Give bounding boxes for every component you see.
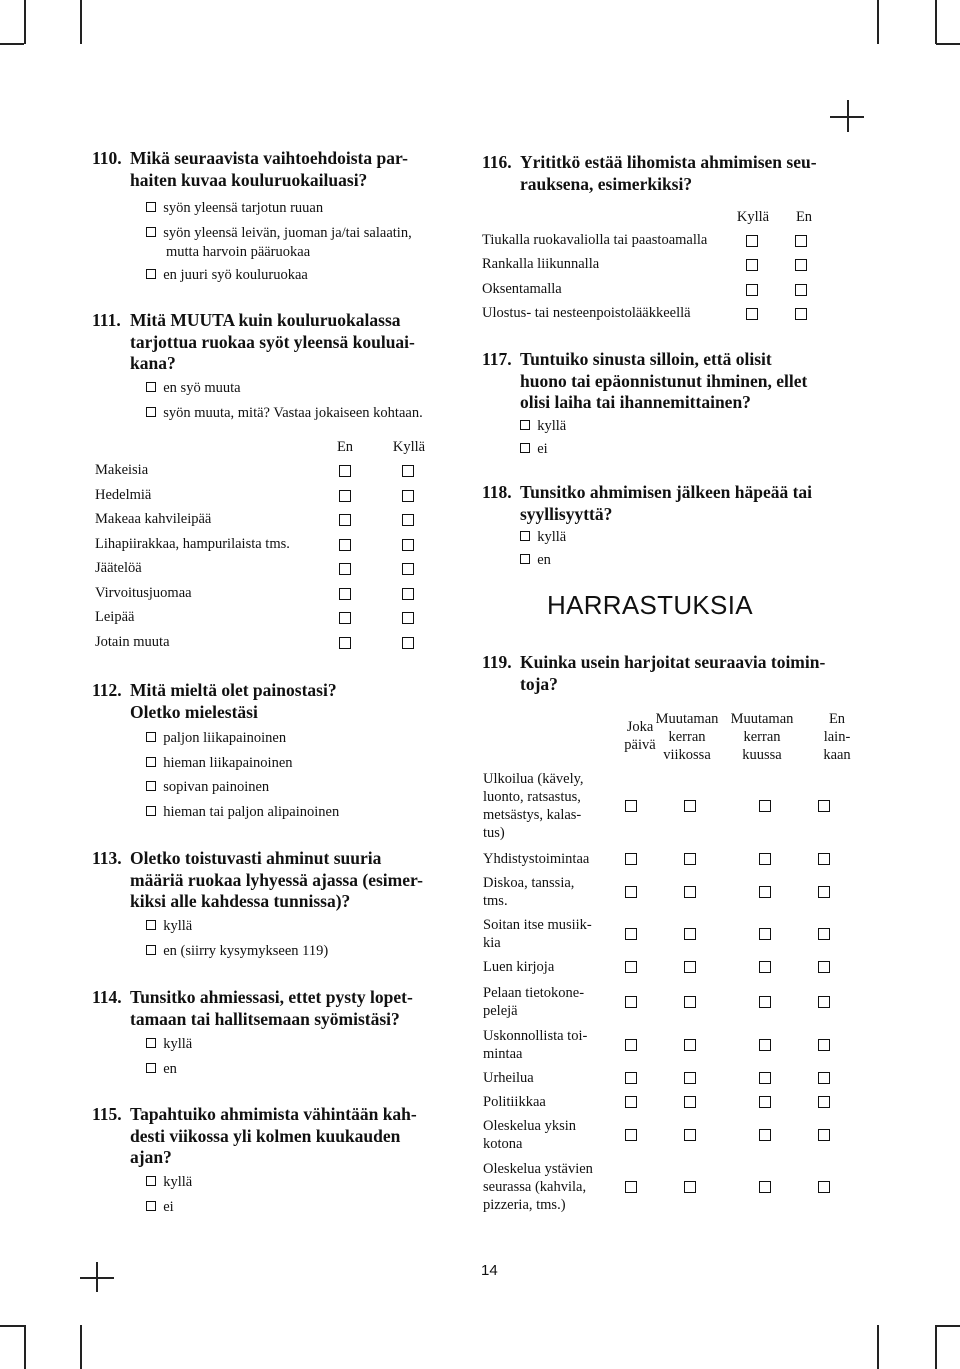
q119-row-label-line: tus) xyxy=(483,825,505,841)
crop-mark-top-v xyxy=(80,0,82,44)
q118-option-1[interactable]: kyllä xyxy=(520,529,566,547)
q119-row-label xyxy=(483,1117,603,1153)
question-text: Mikä seuraavista vaihtoehdoista par- haiten kuvaa kouluruokailuasi? xyxy=(130,148,408,190)
question-text: Yrititkö estää lihomista ahmimisen seu- rauksena, esimerkiksi? xyxy=(520,152,817,194)
q113-option-2[interactable]: en (siirry kysymykseen 119) xyxy=(146,943,328,961)
q110-option-2[interactable]: syön yleensä leivän, juoman ja/tai salaatin, xyxy=(146,225,412,243)
checkbox-kylla[interactable] xyxy=(402,465,414,477)
q119-row-label-line: kotona xyxy=(483,1136,523,1152)
q119-row-label-line: Politiikkaa xyxy=(483,1094,546,1110)
q118-option-2[interactable]: en xyxy=(520,552,551,570)
q111-row-label: Virvoitusjuomaa xyxy=(95,585,192,601)
checkbox-frequency[interactable] xyxy=(818,800,830,812)
checkbox-frequency[interactable] xyxy=(684,853,696,865)
q119-row-label-line: metsästys, kalas- xyxy=(483,807,582,823)
checkbox-frequency[interactable] xyxy=(625,800,637,812)
q119-row-label-line: Diskoa, tanssia, xyxy=(483,875,575,891)
checkbox-frequency[interactable] xyxy=(684,1072,696,1084)
q119-col-header-line: kerran xyxy=(668,729,706,745)
checkbox[interactable] xyxy=(146,1176,156,1186)
checkbox-frequency[interactable] xyxy=(684,961,696,973)
crop-mark-bottom-v xyxy=(80,1325,82,1369)
q119-row-label xyxy=(483,916,603,952)
checkbox[interactable] xyxy=(146,1038,156,1048)
q119-col-header-line: päivä xyxy=(624,737,656,753)
checkbox-en[interactable] xyxy=(339,563,351,575)
checkbox-frequency[interactable] xyxy=(625,928,637,940)
checkbox-kylla[interactable] xyxy=(746,259,758,271)
q112-option-2[interactable]: hieman liikapainoinen xyxy=(146,755,293,773)
q119-row-label xyxy=(483,984,603,1020)
q119-row-label-line: Yhdistystoimintaa xyxy=(483,851,590,867)
checkbox-frequency[interactable] xyxy=(684,800,696,812)
question-number: 112. xyxy=(92,680,122,700)
q112-option-4[interactable]: hieman tai paljon alipainoinen xyxy=(146,804,339,822)
checkbox[interactable] xyxy=(146,202,156,212)
q119-col-header xyxy=(722,710,802,764)
checkbox-frequency[interactable] xyxy=(818,1129,830,1141)
checkbox[interactable] xyxy=(146,269,156,279)
question-text: Tapahtuiko ahmimista vähintään kah- desti viikossa yli kolmen kuukauden ajan? xyxy=(130,1104,417,1167)
q119-row-label-line: pelejä xyxy=(483,1003,518,1019)
q119-row-label xyxy=(483,1027,603,1063)
q119-row-label xyxy=(483,1160,603,1214)
q119-row-label-line: tms. xyxy=(483,893,508,909)
q111-option-1[interactable]: en syö muuta xyxy=(146,380,241,398)
checkbox-kylla[interactable] xyxy=(402,637,414,649)
q119-row-label-line: Oleskelua yksin xyxy=(483,1118,577,1134)
checkbox-frequency[interactable] xyxy=(759,1181,771,1193)
q119-row-label-line: Ulkoilua (kävely, xyxy=(483,771,584,787)
checkbox-frequency[interactable] xyxy=(684,1096,696,1108)
checkbox-frequency[interactable] xyxy=(759,1096,771,1108)
checkbox-en[interactable] xyxy=(339,514,351,526)
q119-row-label xyxy=(483,770,603,842)
checkbox-frequency[interactable] xyxy=(625,886,637,898)
question-text: Tunsitko ahmimisen jälkeen häpeää tai syyllisyyttä? xyxy=(520,482,813,524)
q119-row-label-line: seurassa (kahvila, xyxy=(483,1179,587,1195)
checkbox[interactable] xyxy=(146,382,156,392)
q119-row-label-line: kia xyxy=(483,935,501,951)
checkbox[interactable] xyxy=(146,1063,156,1073)
q116-row-label: Tiukalla ruokavaliolla tai paastoamalla xyxy=(482,232,708,248)
q111-row-label: Makeisia xyxy=(95,462,149,478)
checkbox[interactable] xyxy=(146,920,156,930)
question-text: Kuinka usein harjoitat seuraavia toimin- toja? xyxy=(520,652,826,694)
checkbox-kylla[interactable] xyxy=(402,588,414,600)
checkbox-frequency[interactable] xyxy=(818,1096,830,1108)
q116-col-header-kylla: Kyllä xyxy=(736,209,770,225)
checkbox-frequency[interactable] xyxy=(684,1181,696,1193)
checkbox-frequency[interactable] xyxy=(625,1072,637,1084)
q119-col-header-line: Muutaman xyxy=(655,711,719,727)
checkbox[interactable] xyxy=(520,420,530,430)
q119-row-label-line: pizzeria, tms.) xyxy=(483,1197,566,1213)
checkbox[interactable] xyxy=(146,407,156,417)
checkbox-kylla[interactable] xyxy=(746,308,758,320)
question-number: 117. xyxy=(482,349,512,369)
checkbox-frequency[interactable] xyxy=(818,1072,830,1084)
checkbox-frequency[interactable] xyxy=(684,996,696,1008)
q119-row-label xyxy=(483,850,603,868)
q111-row-label: Leipää xyxy=(95,609,135,625)
q110-option-1[interactable]: syön yleensä tarjotun ruuan xyxy=(146,200,323,218)
q116-col-header-en: En xyxy=(795,209,813,225)
q117-option-2[interactable]: ei xyxy=(520,441,548,459)
q114-option-2[interactable]: en xyxy=(146,1061,177,1079)
checkbox[interactable] xyxy=(520,531,530,541)
checkbox-en[interactable] xyxy=(339,637,351,649)
q119-row-label-line: Pelaan tietokone- xyxy=(483,985,585,1001)
q111-row-label: Hedelmiä xyxy=(95,487,152,503)
q111-row-label: Makeaa kahvileipää xyxy=(95,511,212,527)
question-number: 116. xyxy=(482,152,512,172)
checkbox-frequency[interactable] xyxy=(684,1129,696,1141)
crop-mark-bottom-right-h xyxy=(936,1325,960,1327)
checkbox-frequency[interactable] xyxy=(818,996,830,1008)
checkbox-frequency[interactable] xyxy=(818,853,830,865)
q111-option-2[interactable]: syön muuta, mitä? Vastaa jokaiseen kohtaan. xyxy=(146,405,423,423)
checkbox-en[interactable] xyxy=(795,259,807,271)
checkbox-kylla[interactable] xyxy=(402,490,414,502)
crop-mark-top-left-h xyxy=(0,43,24,45)
checkbox-kylla[interactable] xyxy=(402,539,414,551)
crop-mark-top-right-h xyxy=(936,43,960,45)
question-number: 111. xyxy=(92,310,121,330)
checkbox-frequency[interactable] xyxy=(818,961,830,973)
checkbox-frequency[interactable] xyxy=(625,1039,637,1051)
checkbox-en[interactable] xyxy=(339,465,351,477)
checkbox[interactable] xyxy=(146,945,156,955)
checkbox-frequency[interactable] xyxy=(684,1039,696,1051)
q119-row-label-line: luonto, ratsastus, xyxy=(483,789,581,805)
checkbox-en[interactable] xyxy=(339,490,351,502)
section-title: HARRASTUKSIA xyxy=(547,590,753,620)
crop-mark-bottom-right-v2 xyxy=(935,1325,937,1369)
page-number: 14 xyxy=(481,1262,498,1279)
q119-row-label-line: Uskonnollista toi- xyxy=(483,1028,588,1044)
q115-option-2[interactable]: ei xyxy=(146,1199,174,1217)
q119-row-label-line: Luen kirjoja xyxy=(483,959,555,975)
q119-row-label-line: mintaa xyxy=(483,1046,523,1062)
question-number: 110. xyxy=(92,148,122,168)
question-text: Tunsitko ahmiessasi, ettet pysty lopet- tamaan tai hallitsemaan syömistäsi? xyxy=(130,987,413,1029)
checkbox[interactable] xyxy=(146,227,156,237)
crop-mark-bottom-left-h xyxy=(0,1325,24,1327)
q116-row-label: Rankalla liikunnalla xyxy=(482,256,600,272)
question-text: Tuntuiko sinusta silloin, että olisit huono tai epäonnistunut ihminen, ellet olisi laiha tai ihannemittainen? xyxy=(520,349,808,412)
q119-row-label-line: Oleskelua ystävien xyxy=(483,1161,593,1177)
checkbox[interactable] xyxy=(146,732,156,742)
checkbox-kylla[interactable] xyxy=(402,514,414,526)
checkbox[interactable] xyxy=(520,443,530,453)
q119-col-header xyxy=(797,710,877,764)
checkbox-frequency[interactable] xyxy=(759,961,771,973)
q119-row-label-line: Soitan itse musiik- xyxy=(483,917,592,933)
crop-mark-top-left-v xyxy=(24,0,26,44)
checkbox[interactable] xyxy=(146,757,156,767)
q111-row-label: Jotain muuta xyxy=(95,634,170,650)
checkbox-frequency[interactable] xyxy=(625,1181,637,1193)
checkbox-en[interactable] xyxy=(795,308,807,320)
q113-option-1[interactable]: kyllä xyxy=(146,918,192,936)
checkbox-frequency[interactable] xyxy=(684,886,696,898)
checkbox-frequency[interactable] xyxy=(625,853,637,865)
q116-row-label: Oksentamalla xyxy=(482,281,562,297)
checkbox[interactable] xyxy=(146,781,156,791)
question-number: 113. xyxy=(92,848,122,868)
checkbox-frequency[interactable] xyxy=(759,853,771,865)
checkbox-frequency[interactable] xyxy=(759,928,771,940)
q119-col-header-line: kuussa xyxy=(742,747,782,763)
crop-mark-top-right-v xyxy=(877,0,879,44)
checkbox-frequency[interactable] xyxy=(818,1039,830,1051)
question-number: 115. xyxy=(92,1104,122,1124)
question-text: Mitä MUUTA kuin kouluruokalassa tarjottua ruokaa syöt yleensä kouluai- kana? xyxy=(130,310,415,373)
checkbox-frequency[interactable] xyxy=(759,1072,771,1084)
checkbox-frequency[interactable] xyxy=(759,996,771,1008)
checkbox-frequency[interactable] xyxy=(818,1181,830,1193)
q119-row-label xyxy=(483,1093,603,1111)
checkbox-frequency[interactable] xyxy=(625,996,637,1008)
q117-option-1[interactable]: kyllä xyxy=(520,418,566,436)
checkbox-frequency[interactable] xyxy=(625,961,637,973)
q111-row-label: Jäätelöä xyxy=(95,560,142,576)
checkbox-en[interactable] xyxy=(339,612,351,624)
q110-option-3[interactable]: en juuri syö kouluruokaa xyxy=(146,267,308,285)
checkbox-kylla[interactable] xyxy=(746,235,758,247)
q111-col-header-en: En xyxy=(336,439,354,455)
checkbox-frequency[interactable] xyxy=(759,1039,771,1051)
question-number: 114. xyxy=(92,987,122,1007)
q119-col-header-line: En xyxy=(828,711,846,727)
q116-row-label: Ulostus- tai nesteenpoistolääkkeellä xyxy=(482,305,691,321)
checkbox-en[interactable] xyxy=(339,539,351,551)
checkbox-frequency[interactable] xyxy=(759,886,771,898)
checkbox-kylla[interactable] xyxy=(402,612,414,624)
q119-col-header-line: kaan xyxy=(823,747,851,763)
crop-mark-register-left-h xyxy=(80,1277,114,1279)
q119-col-header-line: Muutaman xyxy=(730,711,794,727)
checkbox-frequency[interactable] xyxy=(759,800,771,812)
question-text: Oletko toistuvasti ahminut suuria määriä ruokaa lyhyessä ajassa (esimer- kiksi alle kahdessa tunnissa)? xyxy=(130,848,423,911)
q110-option-2-continued: mutta harvoin pääruokaa xyxy=(166,244,311,260)
checkbox-frequency[interactable] xyxy=(818,886,830,898)
q119-row-label xyxy=(483,1069,603,1087)
q119-col-header-line: Joka xyxy=(626,719,654,735)
crop-mark-top-right-v2 xyxy=(935,0,937,44)
checkbox-en[interactable] xyxy=(795,284,807,296)
q119-col-header xyxy=(647,710,727,764)
checkbox-frequency[interactable] xyxy=(625,1096,637,1108)
crop-mark-bottom-right-v xyxy=(877,1325,879,1369)
q119-row-label xyxy=(483,958,603,976)
q119-col-header-line: kerran xyxy=(743,729,781,745)
checkbox-en[interactable] xyxy=(795,235,807,247)
q114-option-1[interactable]: kyllä xyxy=(146,1036,192,1054)
checkbox-en[interactable] xyxy=(339,588,351,600)
question-number: 119. xyxy=(482,652,512,672)
q115-option-1[interactable]: kyllä xyxy=(146,1174,192,1192)
q112-option-1[interactable]: paljon liikapainoinen xyxy=(146,730,286,748)
checkbox[interactable] xyxy=(146,806,156,816)
checkbox-frequency[interactable] xyxy=(759,1129,771,1141)
question-number: 118. xyxy=(482,482,512,502)
checkbox-kylla[interactable] xyxy=(746,284,758,296)
q111-row-label: Lihapiirakkaa, hampurilaista tms. xyxy=(95,536,290,552)
q119-col-header-line: viikossa xyxy=(663,747,711,763)
q119-row-label xyxy=(483,874,603,910)
checkbox-frequency[interactable] xyxy=(818,928,830,940)
q112-option-3[interactable]: sopivan painoinen xyxy=(146,779,269,797)
checkbox-frequency[interactable] xyxy=(625,1129,637,1141)
checkbox-kylla[interactable] xyxy=(402,563,414,575)
question-text: Mitä mieltä olet painostasi? Oletko mielestäsi xyxy=(130,680,337,722)
checkbox-frequency[interactable] xyxy=(684,928,696,940)
q119-row-label-line: Urheilua xyxy=(483,1070,534,1086)
q111-col-header-kylla: Kyllä xyxy=(392,439,426,455)
checkbox[interactable] xyxy=(146,1201,156,1211)
q119-col-header-line: lain- xyxy=(823,729,851,745)
crop-mark-register-right-h xyxy=(830,116,864,118)
crop-mark-bottom-left-v xyxy=(24,1325,26,1369)
checkbox[interactable] xyxy=(520,554,530,564)
